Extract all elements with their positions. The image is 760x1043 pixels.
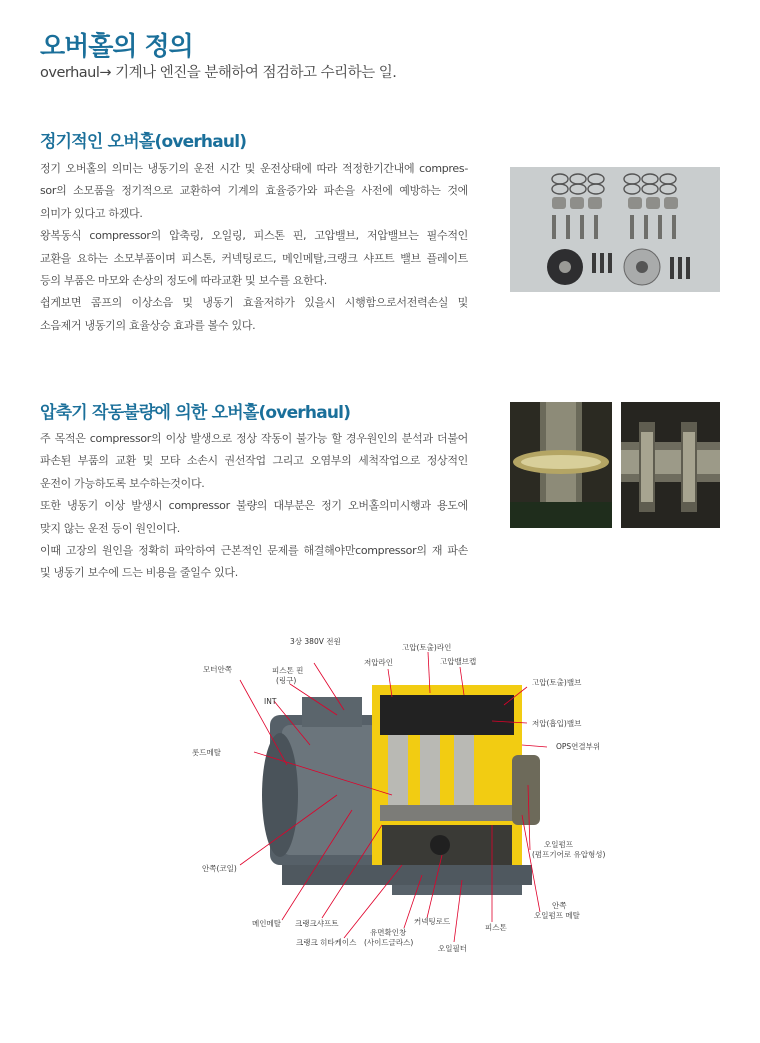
page-subtitle: overhaul→ 기계나 엔진을 분해하여 점검하고 수리하는 일. [40,65,397,81]
damaged-crankshaft-photo-2 [621,402,720,528]
body-line: 교환을 요하는 소모부품이며 피스톤, 커넥팅로드, 메인메탈,크랭크 샤프트 밸브 플레이트 [40,251,468,265]
label-oil-pump-2: (펌프기어로 유압형성) [532,850,606,859]
damaged-crankshaft-photo-1 [510,402,612,528]
body-line: 등의 부품은 마모와 손상의 정도에 따라교환 및 보수를 요한다. [40,274,327,288]
label-piston-pin: 피스톤 핀 [272,666,304,675]
body-line: 주 목적은 compressor의 이상 발생으로 정상 작동이 불가능 할 경우원인의 분석과 더불어 [40,432,468,445]
body-line: 쉽게보면 콤프의 이상소음 및 냉동기 효율저하가 있을시 시행함으로서전력손실 및 [40,296,468,310]
body-line: 소음제거 냉동기의 효율상승 효과를 볼수 있다. [40,318,256,332]
label-inner-oil-pump: 안쪽 [552,901,567,910]
compressor-parts-photo [510,167,720,292]
label-high-valve-cap: 고압밸브캡 [440,657,477,666]
body-line: 왕복동식 compressor의 압축링, 오일링, 피스톤 핀, 고압밸브, 저압밸브는 필수적인 [40,229,468,243]
body-line: 운전이 가능하도록 보수하는것이다. [40,476,205,490]
label-oil-filter: 오일필터 [438,944,467,953]
body-line: 및 냉동기 보수에 드는 비용을 줄일수 있다. [40,566,238,580]
label-motor-side: 모터안쪽 [203,665,232,674]
label-crankshaft: 크랭크샤프트 [295,919,339,928]
body-line: 의미가 있다고 하겠다. [40,206,143,220]
label-sight-glass-2: (사이드글라스) [364,938,414,947]
label-main-metal: 메인메탈 [252,919,281,928]
label-rod-metal: 롯드메탈 [192,748,221,757]
body-line: 이때 고장의 원인을 정확히 파악하여 근본적인 문제를 해결해야만compressor의 재 파손 [40,544,468,558]
label-discharge-valve: 고압(토출)밸브 [532,678,582,687]
body-line: sor의 소모품을 정기적으로 교환하여 기계의 효율증가와 파손을 사전에 예방하는 것에 [40,184,468,198]
label-piston: 피스톤 [485,923,507,932]
label-sight-glass: 유면확인창 [370,928,407,937]
label-ops: OPS연결부위 [556,742,601,751]
label-inner-oil-pump-2: 오일펌프 메탈 [534,911,580,920]
page-title: 오버홀의 정의 [40,32,193,62]
label-crank-heater: 크랭크 히타케이스 [296,938,357,947]
body-line: 맞지 않는 운전 등이 원인이다. [40,521,180,535]
label-suction-valve: 저압(흡입)밸브 [532,719,582,728]
body-line: 정기 오버홀의 의미는 냉동기의 운전 시간 및 운전상태에 따라 적정한기간내에 compres- [40,162,468,175]
label-conn-rod: 커넥팅로드 [414,917,451,926]
body-line: 파손된 부품의 교환 및 모타 소손시 권선작업 그리고 오염부의 세척작업으로 정상적인 [40,454,468,468]
motor-housing [262,697,390,865]
label-discharge-line: 고압(토출)라인 [402,643,452,652]
label-inner-coil: 안쪽(코일) [202,864,237,873]
compressor-base [282,865,532,885]
label-power: 3상 380V 전원 [290,637,341,646]
label-oil-pump: 오일펌프 [544,840,573,849]
section-body-regular-overhaul [40,158,468,337]
section-heading-failure-overhaul: 압축기 작동불량에 의한 오버홀(overhaul) [40,403,351,423]
body-line: 또한 냉동기 이상 발생시 compressor 불량의 대부분은 정기 오버홀의미시행과 용도에 [40,499,468,513]
label-int: INT [264,697,277,706]
compressor-cutaway [372,685,540,895]
label-piston-pin-2: (링구) [276,676,297,685]
label-suction-line: 저압라인 [364,658,393,667]
section-heading-regular-overhaul: 정기적인 오버홀(overhaul) [40,132,247,152]
section-body-failure-overhaul [40,428,468,585]
compressor-cutaway-diagram [192,625,622,965]
